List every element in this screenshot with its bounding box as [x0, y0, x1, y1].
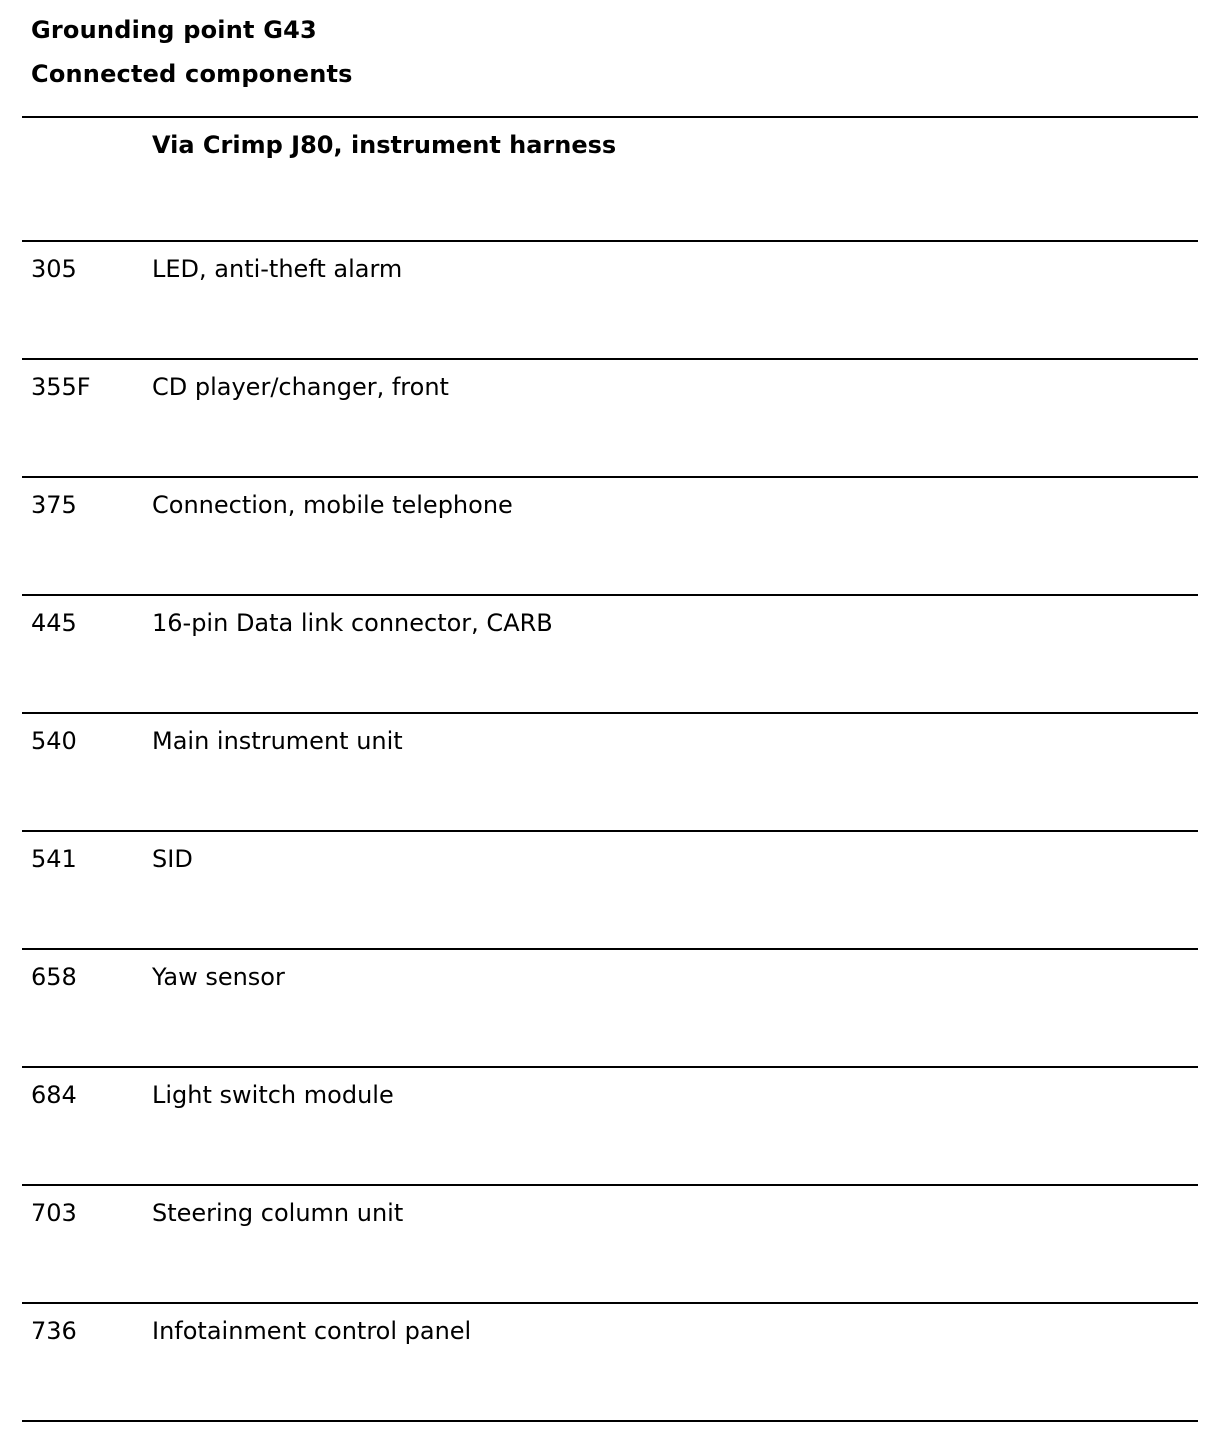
component-description: Connection, mobile telephone [152, 491, 513, 519]
table-row [22, 1186, 1198, 1304]
component-number: 541 [31, 845, 77, 873]
component-number: 658 [31, 963, 77, 991]
table-row [22, 1304, 1198, 1422]
table-row [22, 950, 1198, 1068]
component-description: Steering column unit [152, 1199, 404, 1227]
document-header [31, 8, 353, 96]
page-subtitle: Connected components [31, 60, 353, 88]
component-description: CD player/changer, front [152, 373, 449, 401]
component-number: 703 [31, 1199, 77, 1227]
table-row [22, 1068, 1198, 1186]
table-row [22, 714, 1198, 832]
table-row [22, 832, 1198, 950]
component-number: 305 [31, 255, 77, 283]
table-row [22, 596, 1198, 714]
component-description: Infotainment control panel [152, 1317, 472, 1345]
component-description: Main instrument unit [152, 727, 403, 755]
table-row [22, 242, 1198, 360]
component-number: 736 [31, 1317, 77, 1345]
component-number: 684 [31, 1081, 77, 1109]
section-heading: Via Crimp J80, instrument harness [152, 131, 617, 159]
section-heading-row [22, 118, 1198, 242]
page-title: Grounding point G43 [31, 16, 317, 44]
component-description: Yaw sensor [152, 963, 285, 991]
component-number: 540 [31, 727, 77, 755]
component-description: 16-pin Data link connector, CARB [152, 609, 553, 637]
component-description: LED, anti-theft alarm [152, 255, 403, 283]
component-description: Light switch module [152, 1081, 394, 1109]
table-row [22, 360, 1198, 478]
component-number: 445 [31, 609, 77, 637]
component-number: 375 [31, 491, 77, 519]
component-description: SID [152, 845, 193, 873]
component-number: 355F [31, 373, 91, 401]
components-table [22, 116, 1198, 1422]
table-row [22, 478, 1198, 596]
